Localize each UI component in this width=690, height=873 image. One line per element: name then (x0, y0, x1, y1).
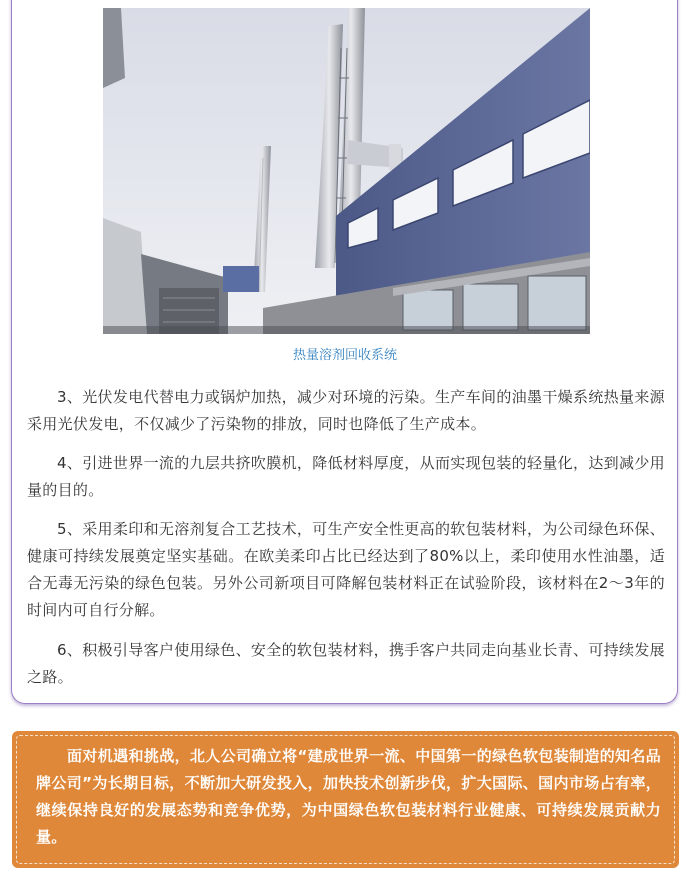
paragraph-5: 5、采用柔印和无溶剂复合工艺技术，可生产安全性更高的软包装材料，为公司绿色环保、健康可持续发展奠定坚实基础。在欧美柔印占比已经达到了80%以上，柔印使用水性油墨，适合无毒无污染的绿色包装。另外公司新项目可降解包装材料正在试验阶段，该材料在2～3年的时间内可自行分解。 (27, 520, 665, 619)
factory-photo (103, 8, 590, 334)
paragraph-4: 4、引进世界一流的九层共挤吹膜机，降低材料厚度，从而实现包装的轻量化，达到减少用量的目的。 (27, 454, 665, 499)
paragraph-3: 3、光伏发电代替电力或锅炉加热，减少对环境的污染。生产车间的油墨干燥系统热量来源采用光伏发电，不仅减少了污染物的排放，同时也降低了生产成本。 (27, 388, 665, 433)
conclusion-text: 面对机遇和挑战，北人公司确立将“建成世界一流、中国第一的绿色软包装制造的知名品牌公司”为长期目标，不断加大研发投入，加快技术创新步伐，扩大国际、国内市场占有率，继续保持良好的发展态势和竞争优势，为中国绿色软包装材料行业健康、可持续发展贡献力量。 (36, 747, 662, 846)
photo-caption: 热量溶剂回收系统 (292, 348, 397, 363)
conclusion-banner (12, 731, 679, 868)
paragraph-6: 6、积极引导客户使用绿色、安全的软包装材料，携手客户共同走向基业长青、可持续发展之路。 (27, 641, 665, 686)
